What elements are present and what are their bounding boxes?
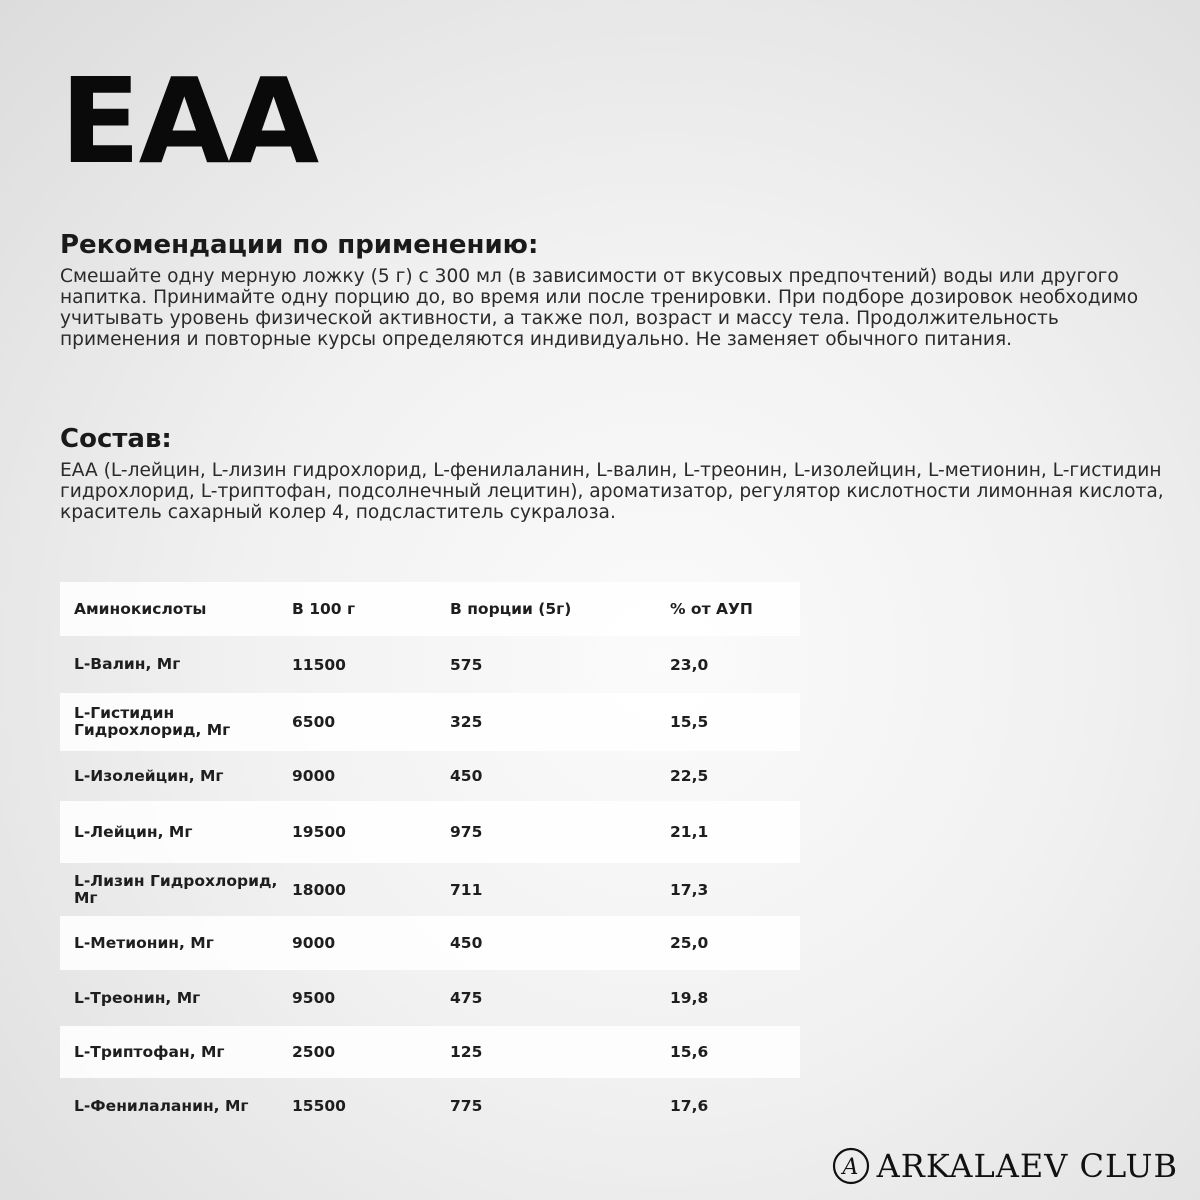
row-name: L-Триптофан, Мг [74,1042,225,1061]
page-title: EAA [60,52,318,190]
row-per-serving: 450 [450,934,483,952]
row-per-serving: 475 [450,989,483,1007]
brand-mark-icon [831,1146,871,1186]
row-percent: 17,3 [670,880,709,899]
row-percent: 15,5 [670,713,709,731]
row-per-100g: 2500 [292,1043,336,1061]
row-percent: 25,0 [670,934,709,952]
row-per-100g: 19500 [292,823,346,841]
row-name: L-Изолейцин, Мг [74,766,224,785]
row-percent: 21,1 [670,823,709,841]
row-name: L-Метионин, Мг [74,933,214,952]
composition-text: EAA (L-лейцин, L-лизин гидрохлорид, L-фенилаланин, L-валин, L-треонин, L-изолейцин, L-метионин, L-гистидин гидрохлорид, L-триптофан, подсолнечный лецитин), ароматизатор, регулятор кислотности лимонная кислота, краситель сахарный колер 4, подсластитель сукралоза. [60,460,1164,523]
row-percent: 22,5 [670,767,709,785]
table-row [60,1078,800,1134]
row-percent: 23,0 [670,655,709,674]
row-per-100g: 9000 [292,934,336,952]
brand-mark-letter: A [842,1155,860,1180]
table-row [60,916,800,970]
row-name: L-Лизин Гидрохлорид, Мг [74,871,278,907]
row-per-serving: 125 [450,1043,483,1061]
row-per-100g: 9000 [292,767,336,785]
table-row [60,1026,800,1078]
table-row [60,693,800,751]
row-percent: 17,6 [670,1097,709,1115]
usage-text: Смешайте одну мерную ложку (5 г) с 300 мл (в зависимости от вкусовых предпочтений) воды или другого напитка. Принимайте одну порцию до, во время или после тренировки. При подборе дозировок необходимо учитывать уровень физической активности, а также пол, возраст и массу тела. Продолжительность применения и повторные курсы определяются индивидуально. Не заменяет обычного питания. [60,266,1139,350]
brand-logo [831,1146,1178,1186]
row-name: L-Валин, Мг [74,655,181,673]
row-name: L-Лейцин, Мг [74,822,193,841]
table-row [60,636,800,693]
table-row [60,863,800,916]
row-per-100g: 6500 [292,713,336,731]
header-per-100g: В 100 г [292,600,356,618]
header-percent-daily: % от АУП [670,600,753,618]
row-per-100g: 9500 [292,989,336,1007]
header-amino-acids: Аминокислоты [74,599,207,618]
row-per-serving: 775 [450,1097,483,1115]
brand-name: ARKALAEV CLUB [876,1147,1178,1185]
row-per-100g: 18000 [292,880,346,899]
row-per-serving: 975 [450,823,483,841]
row-per-serving: 450 [450,767,483,785]
row-per-serving: 711 [450,880,483,899]
row-name: L-Гистидин Гидрохлорид, Мг [74,704,231,739]
table-row [60,970,800,1026]
row-percent: 19,8 [670,989,709,1007]
amino-acid-table [60,582,800,1134]
row-per-serving: 575 [450,655,483,674]
row-per-100g: 15500 [292,1097,346,1115]
table-row [60,751,800,801]
table-header-row [60,582,800,636]
table-row [60,801,800,863]
row-percent: 15,6 [670,1043,709,1061]
composition-heading: Состав: [60,424,172,454]
usage-heading: Рекомендации по применению: [60,230,539,260]
row-per-100g: 11500 [292,655,346,674]
header-per-serving: В порции (5г) [450,600,572,618]
row-name: L-Треонин, Мг [74,988,201,1007]
row-name: L-Фенилаланин, Мг [74,1096,249,1115]
row-per-serving: 325 [450,713,483,731]
